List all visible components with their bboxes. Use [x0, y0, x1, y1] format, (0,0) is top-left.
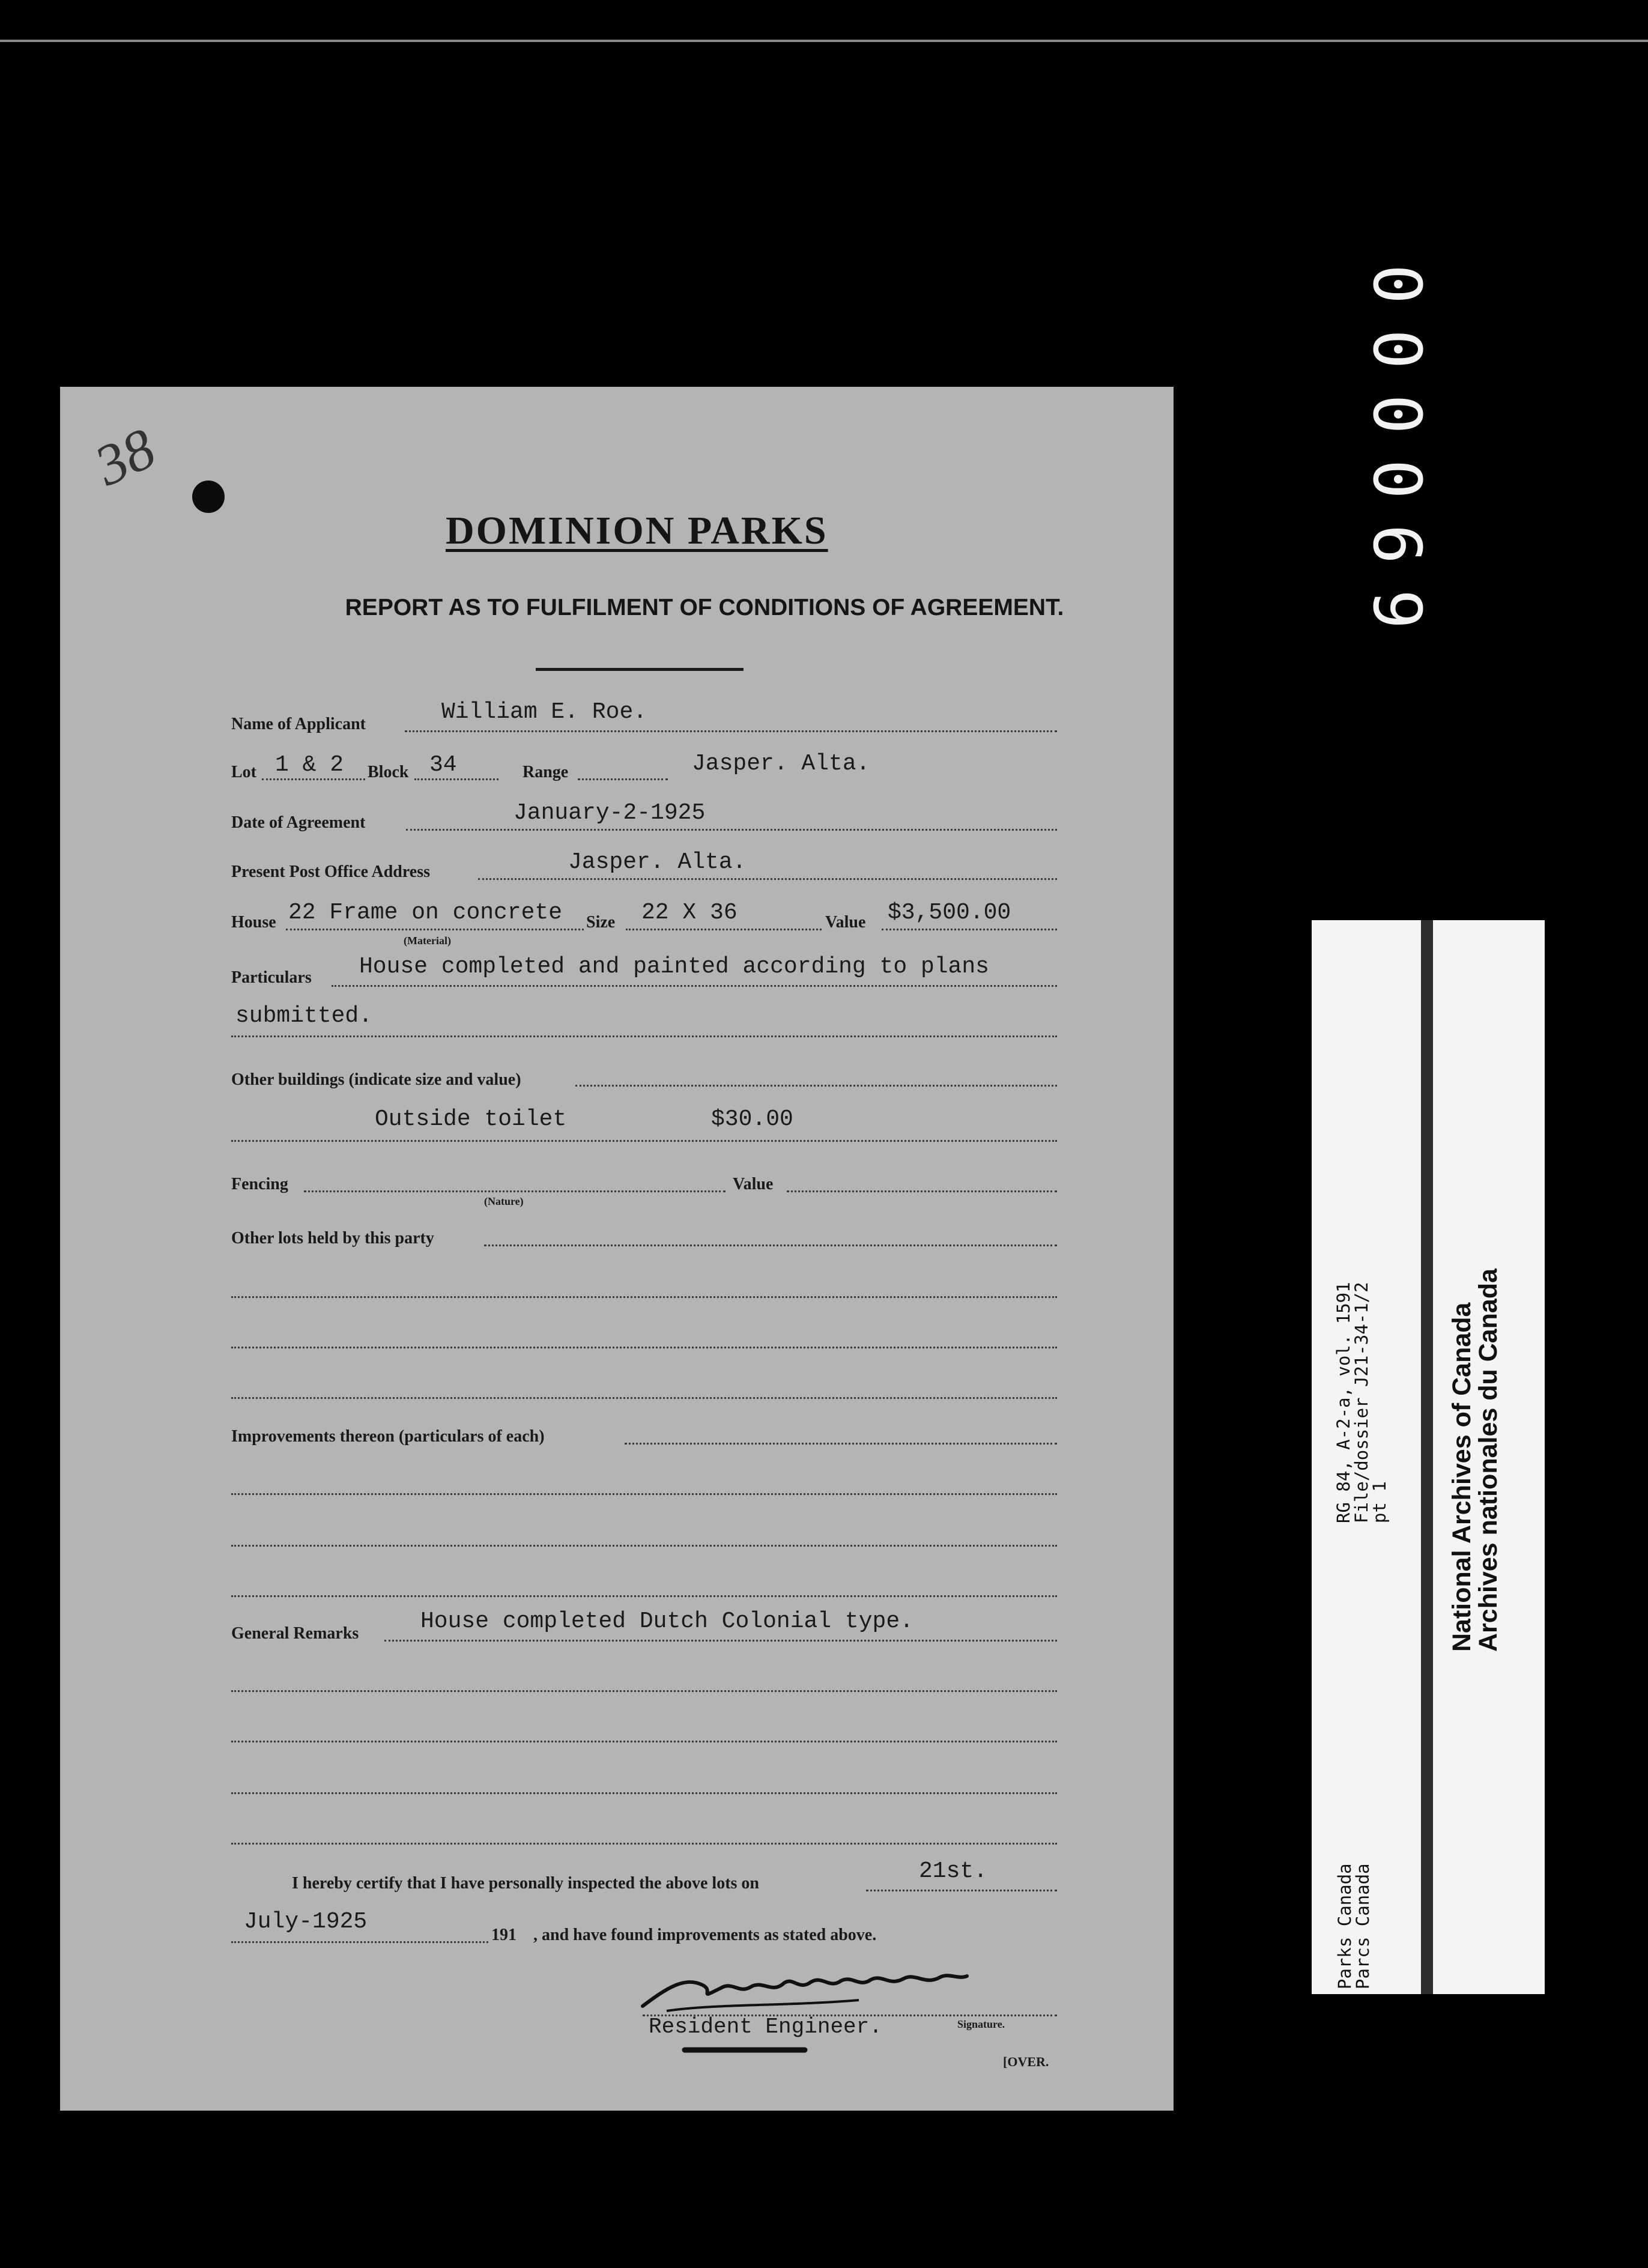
frame-number-text: 000069	[1359, 264, 1435, 655]
inspection-day-value: 21st.	[919, 1858, 988, 1884]
particulars-value-2: submitted.	[235, 1003, 373, 1029]
house-value: $3,500.00	[888, 900, 1011, 926]
corner-mark: 38	[85, 415, 165, 499]
value-line	[882, 929, 1057, 930]
institution-fr: Archives nationales du Canada	[1474, 1268, 1503, 1652]
reference-block	[1334, 1282, 1389, 1523]
lot-value: 1 & 2	[275, 752, 344, 778]
fencing-label: Fencing	[231, 1175, 288, 1193]
inspection-date-value: July-1925	[244, 1909, 368, 1935]
archive-label-strip	[1312, 920, 1545, 1994]
other-building-value: Outside toilet	[375, 1106, 567, 1132]
agency-fr: Parcs Canada	[1353, 1863, 1373, 1989]
post-office-value: Jasper. Alta.	[568, 849, 747, 875]
other-buildings-label: Other buildings (indicate size and value)	[231, 1070, 521, 1089]
punch-hole	[192, 481, 225, 513]
remarks-line-4	[231, 1792, 1057, 1794]
other-building-cost: $30.00	[711, 1106, 793, 1132]
strip-divider	[1421, 920, 1433, 1994]
certify-text: I hereby certify that I have personally inspected the above lots on	[292, 1874, 759, 1893]
range-line	[578, 778, 668, 780]
handwritten-signature	[631, 1964, 979, 2018]
date-line	[406, 829, 1057, 831]
block-label: Block	[368, 763, 409, 781]
value-label: Value	[825, 913, 866, 932]
size-value: 22 X 36	[641, 900, 738, 926]
signature-caption: Signature.	[957, 2018, 1005, 2030]
size-line	[626, 929, 822, 930]
other-lots-line-2	[231, 1296, 1057, 1298]
remarks-label: General Remarks	[231, 1624, 359, 1643]
header-rule	[536, 668, 744, 671]
applicant-label: Name of Applicant	[231, 715, 366, 733]
other-lots-label: Other lots held by this party	[231, 1229, 434, 1248]
particulars-line	[332, 985, 1057, 987]
fencing-value-line	[787, 1190, 1057, 1192]
post-office-label: Present Post Office Address	[231, 863, 431, 881]
remarks-line	[384, 1640, 1057, 1642]
block-value: 34	[429, 752, 457, 778]
report-form-sheet	[60, 387, 1174, 2111]
other-lots-line-3	[231, 1347, 1057, 1348]
house-label: House	[231, 913, 276, 932]
remarks-line-5	[231, 1843, 1057, 1845]
remarks-line-2	[231, 1690, 1057, 1692]
signer-title: Resident Engineer.	[649, 2015, 882, 2039]
film-edge-line	[0, 40, 1648, 42]
block-line	[414, 778, 498, 780]
fencing-value-label: Value	[733, 1175, 774, 1193]
fencing-line	[304, 1190, 726, 1192]
form-header: DOMINION PARKS	[446, 509, 828, 553]
range-label: Range	[523, 763, 569, 781]
other-lots-line	[484, 1245, 1057, 1246]
reference-line: pt 1	[1369, 1481, 1390, 1523]
house-line	[286, 929, 584, 930]
reference-line: File/dossier J21-34-1/2	[1351, 1282, 1372, 1523]
year-prefix: 191	[491, 1926, 517, 1944]
remarks-line-3	[231, 1741, 1057, 1742]
signature-underline	[679, 2041, 829, 2059]
found-text: , and have found improvements as stated above.	[533, 1926, 877, 1944]
material-caption: (Material)	[404, 935, 451, 947]
over-note: [OVER.	[1003, 2054, 1049, 2069]
institution-block	[1449, 1269, 1501, 1652]
nature-caption: (Nature)	[484, 1195, 524, 1207]
house-material-value: 22 Frame on concrete	[288, 900, 563, 926]
improvements-line-4	[231, 1595, 1057, 1597]
improvements-line-2	[231, 1493, 1057, 1495]
agency-en: Parks Canada	[1334, 1863, 1355, 1989]
particulars-label: Particulars	[231, 968, 312, 987]
improvements-line	[625, 1443, 1057, 1445]
post-office-line	[478, 878, 1057, 880]
applicant-value: William E. Roe.	[441, 699, 647, 725]
other-buildings-line-2	[231, 1140, 1057, 1142]
certify-line	[866, 1890, 1057, 1891]
other-lots-line-4	[231, 1397, 1057, 1399]
improvements-line-3	[231, 1545, 1057, 1547]
agency-block	[1336, 1863, 1372, 1989]
particulars-value-1: House completed and painted according to plans	[359, 954, 989, 980]
applicant-line	[405, 730, 1057, 732]
other-buildings-line	[575, 1085, 1057, 1087]
date-value: January-2-1925	[513, 800, 706, 826]
remarks-value: House completed Dutch Colonial type.	[420, 1609, 913, 1634]
range-value: Jasper. Alta.	[692, 751, 870, 777]
lot-label: Lot	[231, 763, 256, 781]
reference-line: RG 84, A-2-a, vol. 1591	[1333, 1282, 1354, 1523]
form-subheader: REPORT AS TO FULFILMENT OF CONDITIONS OF AGREEMENT.	[345, 595, 1064, 620]
size-label: Size	[586, 913, 616, 932]
institution-en: National Archives of Canada	[1447, 1302, 1476, 1652]
frame-number	[1359, 264, 1441, 865]
improvements-label: Improvements thereon (particulars of each)	[231, 1427, 545, 1446]
lot-line	[262, 778, 365, 780]
date-label: Date of Agreement	[231, 813, 366, 832]
date-year-line	[231, 1941, 488, 1943]
particulars-line-2	[231, 1035, 1057, 1037]
